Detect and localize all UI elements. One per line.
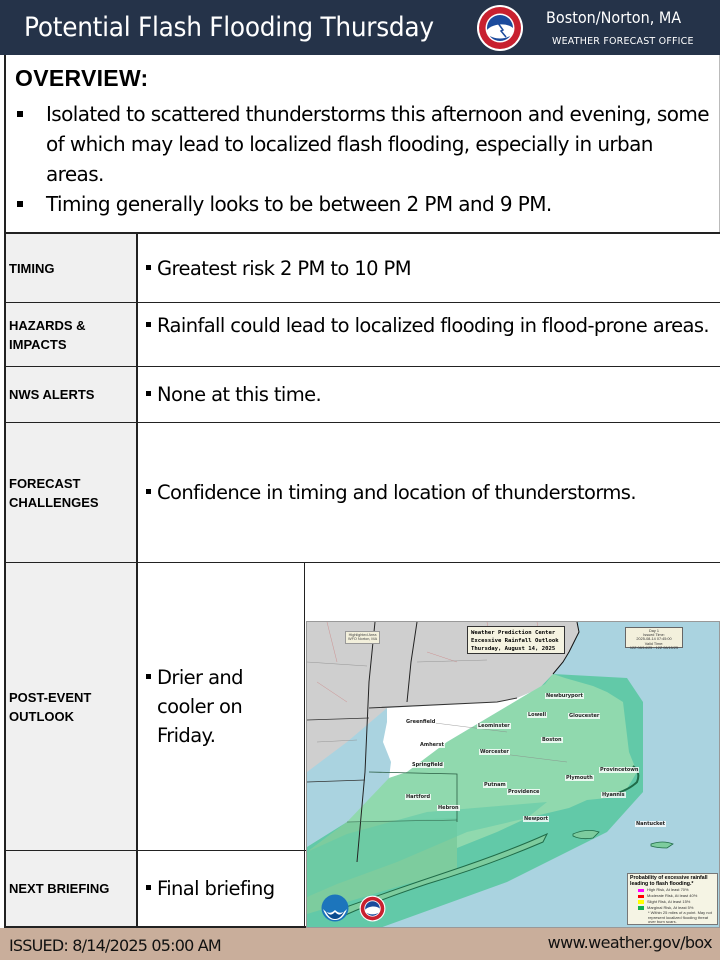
row-label: HAZARDS & IMPACTS (4, 303, 138, 366)
city-label: Hebron (438, 805, 459, 811)
excessive-rainfall-map (306, 621, 720, 928)
city-label: Hartford (406, 794, 431, 800)
legend-item-marginal: Marginal Risk, At least 5% (630, 906, 715, 911)
row-content: Greatest risk 2 PM to 10 PM (138, 234, 720, 302)
map-legend: Probability of excessive rainfall leading to flash flooding.* High Risk, At least 70% Moderate Risk, At least 40% Slight Risk, At least 15% Marginal Risk, At least 5% * Within 25 miles of a point. May not represent localized flooding threat over burn scars. (627, 873, 718, 925)
row-label: NWS ALERTS (4, 367, 138, 422)
city-label: Hyannis (602, 792, 625, 798)
table-row-timing (4, 234, 720, 303)
city-label: Newport (524, 816, 549, 822)
legend-item-moderate: Moderate Risk, At least 40% (630, 894, 715, 899)
overview-bullet: Timing generally looks to be between 2 PM and 9 PM. (14, 189, 714, 219)
bullet-icon (146, 391, 151, 396)
legend-swatch (638, 889, 644, 893)
noaa-logo-icon (321, 894, 349, 922)
bullet-icon (146, 885, 151, 890)
row-content: None at this time. (138, 367, 720, 422)
issued-timestamp: ISSUED: 8/14/2025 05:00 AM (9, 936, 221, 955)
row-label: NEXT BRIEFING (4, 851, 138, 926)
row-content: Confidence in timing and location of thunderstorms. (138, 423, 720, 562)
nws-logo-icon (359, 895, 386, 922)
row-label: FORECAST CHALLENGES (4, 423, 138, 562)
city-label: Leominster (478, 723, 510, 729)
overview-heading: OVERVIEW: (15, 65, 149, 91)
city-label: Boston (542, 737, 562, 743)
bullet-icon (146, 322, 151, 327)
overview-section (4, 55, 720, 232)
office-subtitle: WEATHER FORECAST OFFICE (552, 36, 694, 47)
table-row-hazards (4, 303, 720, 367)
city-label: Springfield (412, 762, 443, 768)
legend-swatch (638, 900, 644, 904)
row-content: Drier and cooler on Friday. (138, 563, 305, 850)
bullet-icon (17, 201, 23, 207)
city-label: Gloucester (569, 713, 600, 719)
legend-swatch (638, 906, 644, 910)
city-label: Provincetown (600, 767, 639, 773)
legend-swatch (638, 895, 644, 899)
office-name: Boston/Norton, MA (546, 8, 682, 27)
legend-note: * Within 25 miles of a point. May not represent localized flooding threat over burn scars. (648, 910, 712, 924)
city-label: Putnam (484, 782, 506, 788)
city-label: Lowell (528, 712, 547, 718)
table-row-alerts (4, 367, 720, 423)
bullet-icon (146, 674, 151, 679)
row-label: TIMING (4, 234, 138, 302)
legend-item-slight: Slight Risk, At least 15% (630, 900, 715, 905)
overview-list (14, 99, 714, 219)
bullet-icon (146, 265, 151, 270)
map-issued-box: Day 1 Issued Time: 2025-08-14 07:45:00 Valid Time: 12Z 08/14/25 - 12Z 08/15/25 (625, 627, 683, 648)
row-content: Rainfall could lead to localized flooding in flood-prone areas. (138, 303, 720, 366)
city-label: Greenfield (406, 719, 436, 725)
legend-item-high: High Risk, At least 70% (630, 888, 715, 893)
nws-logo-icon (476, 4, 524, 52)
header-bar (0, 0, 720, 55)
map-title-box: Weather Prediction Center Excessive Rainfall Outlook Thursday, August 14, 2025 (467, 626, 565, 654)
city-label: Plymouth (566, 775, 593, 781)
bullet-icon (146, 489, 151, 494)
website-link[interactable]: www.weather.gov/box (547, 933, 712, 952)
city-label: Providence (508, 789, 540, 795)
overview-bullet: Isolated to scattered thunderstorms this afternoon and evening, some of which may lead to localized flash flooding, especially in urban areas. (14, 99, 714, 189)
city-label: Nantucket (636, 821, 666, 827)
table-row-challenges (4, 423, 720, 563)
city-label: Amherst (420, 742, 444, 748)
row-content: Final briefing (138, 851, 305, 926)
highlighted-area-box: Highlighted Area WFO Norton, MA (345, 631, 380, 644)
city-label: Newburyport (546, 693, 583, 699)
page-title: Potential Flash Flooding Thursday (24, 12, 434, 43)
row-label: POST-EVENT OUTLOOK (4, 563, 138, 850)
footer-bar (0, 928, 720, 960)
city-label: Worcester (480, 749, 509, 755)
bullet-icon (17, 111, 23, 117)
